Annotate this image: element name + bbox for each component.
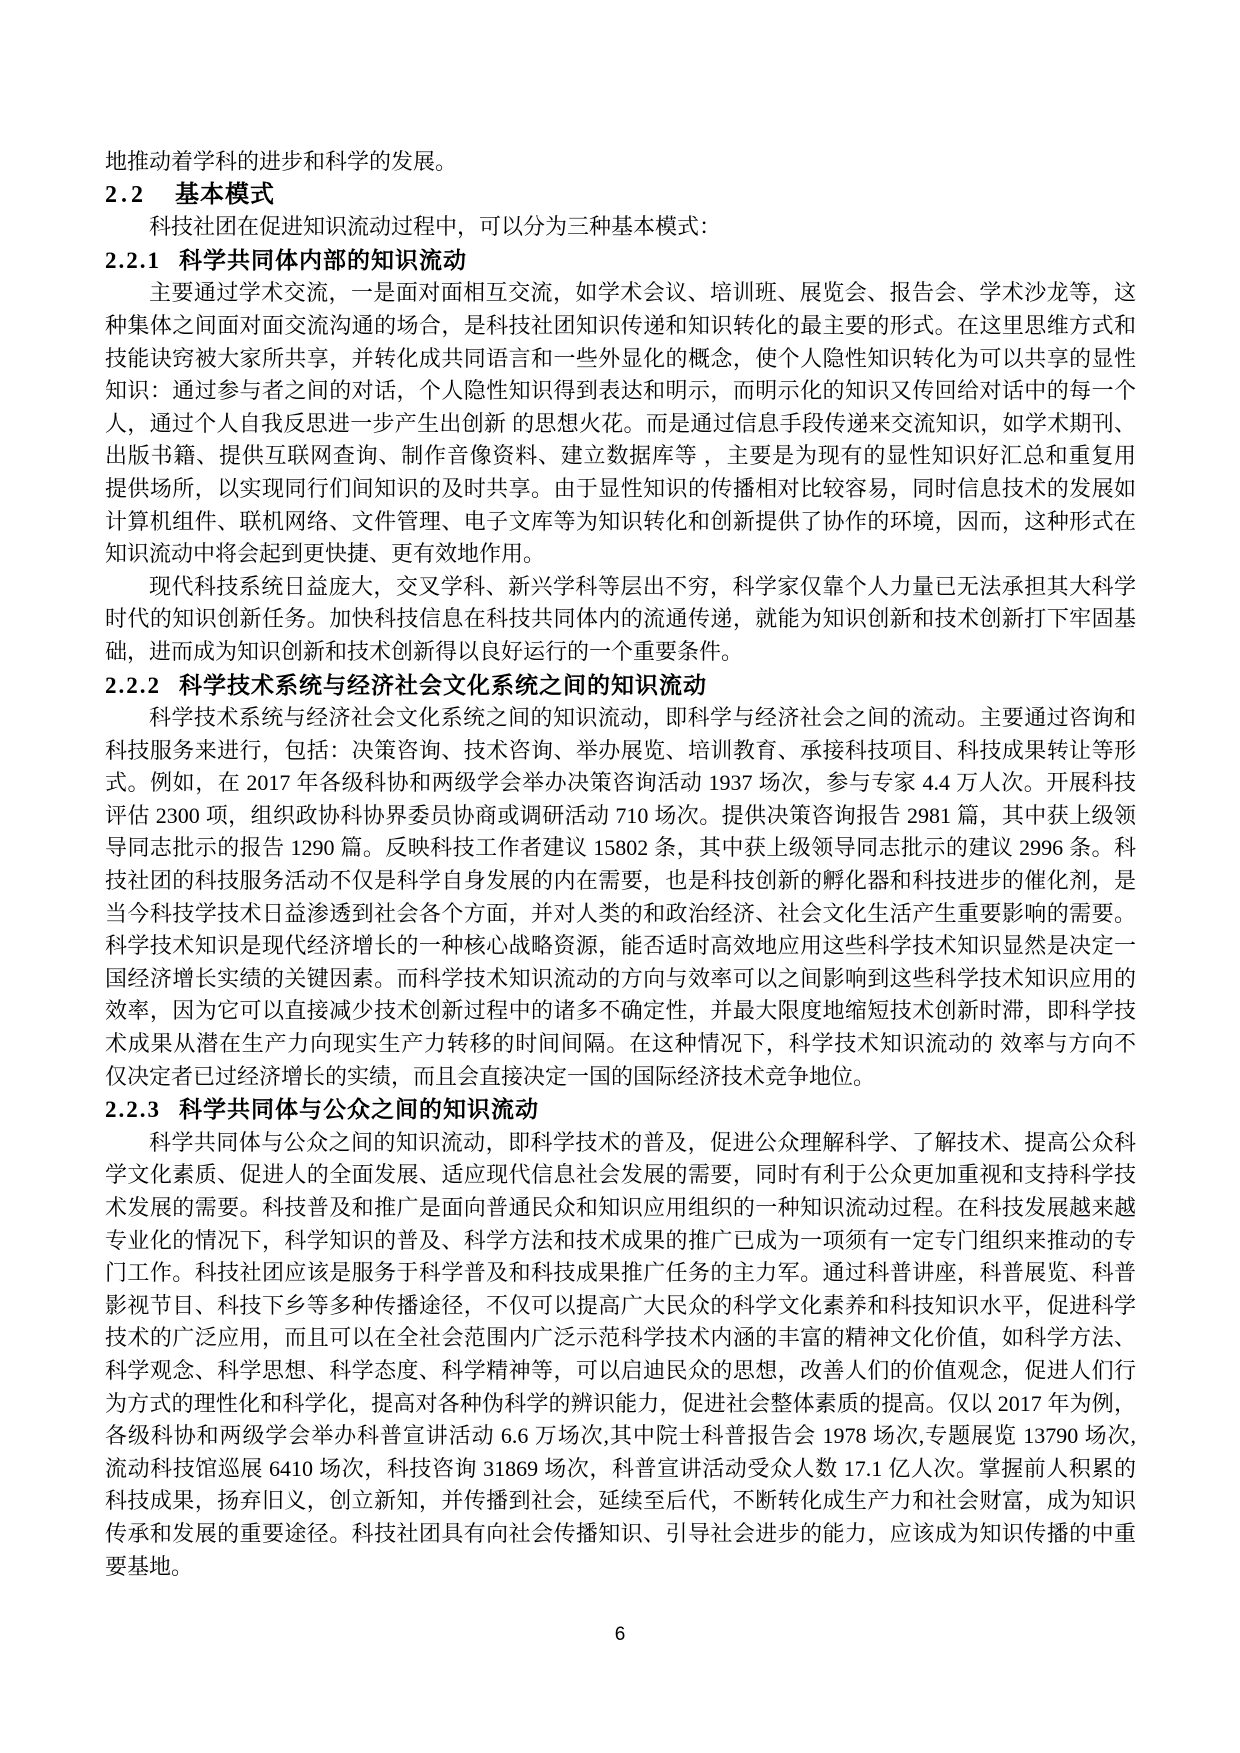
paragraph	[105, 571, 1136, 669]
continuation-paragraph	[105, 146, 1136, 179]
text-line: 技社团的科技服务活动不仅是科学自身发展的内在需要，也是科技创新的孵化器和科技进步的催化剂，是	[105, 868, 1136, 894]
heading-title: 科学共同体与公众之间的知识流动	[179, 1096, 539, 1123]
heading-number: 2.2	[105, 181, 147, 208]
paragraph	[105, 1127, 1136, 1583]
paragraph	[105, 702, 1136, 1093]
text-line: 科学共同体与公众之间的知识流动，即科学技术的普及，促进公众理解科学、了解技术、提高公众科	[149, 1129, 1136, 1155]
paragraph	[105, 211, 1136, 244]
subsection-heading	[105, 669, 1136, 703]
text-line: 传承和发展的重要途径。科技社团具有向社会传播知识、引导社会进步的能力，应该成为知识传播的中重	[105, 1520, 1136, 1546]
text-line: 门工作。科技社团应该是服务于科学普及和科技成果推广任务的主力军。通过科普讲座，科普展览、科普	[105, 1260, 1136, 1286]
text-line: 科技社团在促进知识流动过程中，可以分为三种基本模式：	[149, 214, 722, 240]
text-line: 知识流动中将会起到更快捷、更有效地作用。	[105, 541, 546, 567]
text-line: 学文化素质、促进人的全面发展、适应现代信息社会发展的需要，同时有利于公众更加重视和支持科学技	[105, 1162, 1136, 1188]
text-line: 各级科协和两级学会举办科普宣讲活动 6.6 万场次,其中院士科普报告会 1978 场次,专题展览 13790 场次,	[105, 1423, 1136, 1449]
text-line: 础，进而成为知识创新和技术创新得以良好运行的一个重要条件。	[105, 638, 744, 664]
text-line: 要基地。	[105, 1553, 194, 1579]
text-line: 专业化的情况下，科学知识的普及、科学方法和技术成果的推广已成为一项须有一定专门组织来推动的专	[105, 1227, 1136, 1253]
text-line: 种集体之间面对面交流沟通的场合，是科技社团知识传递和知识转化的最主要的形式。在这里思维方式和	[105, 312, 1136, 338]
heading-title: 基本模式	[175, 180, 275, 208]
text-line: 为方式的理性化和科学化，提高对各种伪科学的辨识能力，促进社会整体素质的提高。仅以 2017 年为例，	[105, 1390, 1136, 1416]
text-line: 流动科技馆巡展 6410 场次，科技咨询 31869 场次，科普宣讲活动受众人数 17.1 亿人次。掌握前人积累的	[105, 1455, 1136, 1481]
text-line: 影视节目、科技下乡等多种传播途径，不仅可以提高广大民众的科学文化素养和科技知识水平，促进科学	[105, 1292, 1136, 1318]
text-line: 出版书籍、提供互联网查询、制作音像资料、建立数据库等 ，主要是为现有的显性知识好汇总和重复用	[105, 443, 1136, 469]
text-line: 时代的知识创新任务。加快科技信息在科技共同体内的流通传递，就能为知识创新和技术创新打下牢固基	[105, 606, 1136, 632]
text-line: 国经济增长实绩的关键因素。而科学技术知识流动的方向与效率可以之间影响到这些科学技术知识应用的	[105, 965, 1136, 991]
text-line: 人，通过个人自我反思进一步产生出创新 的思想火花。而是通过信息手段传递来交流知识，如学术期刊、	[105, 410, 1136, 436]
heading-title: 科学技术系统与经济社会文化系统之间的知识流动	[179, 671, 707, 698]
text-line: 提供场所，以实现同行们间知识的及时共享。由于显性知识的传播相对比较容易，同时信息技术的发展如	[105, 475, 1136, 501]
text-line: 科技服务来进行，包括：决策咨询、技术咨询、举办展览、培训教育、承接科技项目、科技成果转让等形	[105, 737, 1136, 763]
text-line: 主要通过学术交流，一是面对面相互交流，如学术会议、培训班、展览会、报告会、学术沙龙等，这	[149, 280, 1136, 306]
text-line: 术成果从潜在生产力向现实生产力转移的时间间隔。在这种情况下，科学技术知识流动的 效率与方向不	[105, 1031, 1136, 1057]
text-line: 科学技术知识是现代经济增长的一种核心战略资源，能否适时高效地应用这些科学技术知识显然是决定一	[105, 933, 1136, 959]
text-line: 评估 2300 项，组织政协科协界委员协商或调研活动 710 场次。提供决策咨询报告 2981 篇，其中获上级领	[105, 802, 1136, 828]
text-line: 现代科技系统日益庞大，交叉学科、新兴学科等层出不穷，科学家仅靠个人力量已无法承担其大科学	[149, 573, 1136, 599]
heading-number: 2.2.1	[105, 247, 161, 273]
section-heading	[105, 179, 1136, 212]
text-line: 计算机组件、联机网络、文件管理、电子文库等为知识转化和创新提供了协作的环境，因而，这种形式在	[105, 508, 1136, 534]
text-line: 导同志批示的报告 1290 篇。反映科技工作者建议 15802 条，其中获上级领导同志批示的建议 2996 条。科	[105, 835, 1136, 861]
document-body	[105, 146, 1136, 1583]
heading-title: 科学共同体内部的知识流动	[179, 246, 467, 273]
paragraph	[105, 277, 1136, 570]
text-line: 科学观念、科学思想、科学态度、科学精神等，可以启迪民众的思想，改善人们的价值观念，促进人们行	[105, 1357, 1136, 1383]
text-line: 技能诀窍被大家所共享，并转化成共同语言和一些外显化的概念，使个人隐性知识转化为可以共享的显性	[105, 345, 1136, 371]
text-line: 技术的广泛应用，而且可以在全社会范围内广泛示范科学技术内涵的丰富的精神文化价值，如科学方法、	[105, 1325, 1136, 1351]
subsection-heading	[105, 1093, 1136, 1127]
text-line: 术发展的需要。科技普及和推广是面向普通民众和知识应用组织的一种知识流动过程。在科技发展越来越	[105, 1195, 1136, 1220]
text-line: 效率，因为它可以直接减少技术创新过程中的诸多不确定性，并最大限度地缩短技术创新时滞，即科学技	[105, 998, 1136, 1024]
text-line: 式。例如，在 2017 年各级科协和两级学会举办决策咨询活动 1937 场次，参与专家 4.4 万人次。开展科技	[105, 770, 1136, 796]
page-number: 6	[614, 1624, 626, 1645]
subsection-heading	[105, 244, 1136, 278]
heading-number: 2.2.3	[105, 1097, 161, 1123]
text-line: 科技成果，扬弃旧义，创立新知，并传播到社会，延续至后代，不断转化成生产力和社会财富，成为知识	[105, 1488, 1136, 1514]
text-line: 科学技术系统与经济社会文化系统之间的知识流动，即科学与经济社会之间的流动。主要通过咨询和	[149, 705, 1136, 731]
text-line: 地推动着学科的进步和科学的发展。	[105, 149, 458, 174]
heading-number: 2.2.2	[105, 672, 161, 698]
text-line: 当今科技学技术日益渗透到社会各个方面，并对人类的和政治经济、社会文化生活产生重要影响的需要。	[105, 900, 1136, 926]
text-line: 仅决定者已过经济增长的实绩，而且会直接决定一国的国际经济技术竞争地位。	[105, 1063, 876, 1089]
text-line: 知识：通过参与者之间的对话，个人隐性知识得到表达和明示，而明示化的知识又传回给对话中的每一个	[105, 378, 1136, 404]
